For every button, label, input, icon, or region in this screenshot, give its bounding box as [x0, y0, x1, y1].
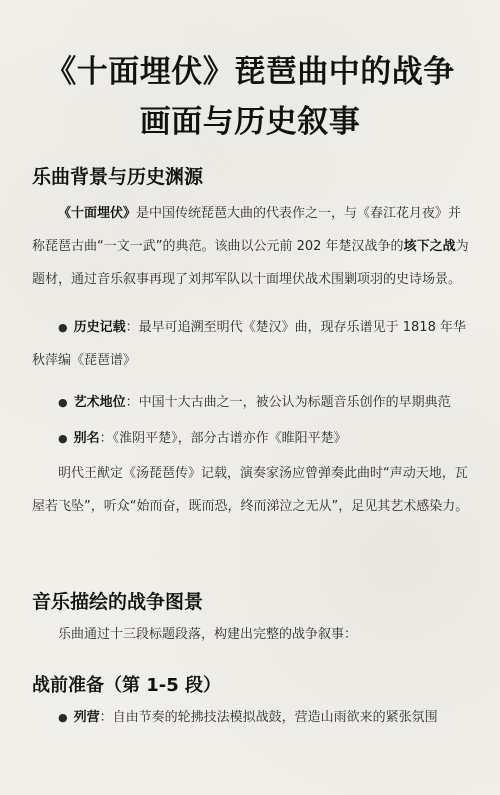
- bullet-icon: ●: [58, 396, 68, 409]
- paragraph-intro: [32, 197, 472, 296]
- page-title-line1: 《十面埋伏》琵琶曲中的战争: [45, 54, 455, 90]
- bullet-label: 列营: [73, 710, 100, 725]
- strong-title: 《十面埋伏》: [58, 206, 137, 221]
- section-heading-background: 乐曲背景与历史渊源: [32, 166, 204, 188]
- list-item: [32, 386, 472, 419]
- bullet-label: 别名: [73, 431, 100, 446]
- section-heading-battle: 音乐描绘的战争图景: [32, 591, 204, 613]
- page-title-line2: 画面与历史叙事: [139, 104, 361, 140]
- intro-text-2: 为题材，通过音乐叙事再现了刘邦军队以十面埋伏战术围剿项羽的史诗场景。: [32, 239, 469, 287]
- paragraph-battle-intro: 乐曲通过十三段标题段落，构建出完整的战争叙事：: [58, 627, 358, 642]
- bullet-icon: ●: [58, 711, 68, 724]
- list-item: [32, 311, 472, 377]
- paragraph-record: 明代王猷定《汤琵琶传》记载，演奏家汤应曾弹奏此曲时“声动天地，瓦屋若飞坠”，听众“始而奋，既而恐，终而涕泣之无从”，足见其艺术感染力。: [32, 466, 469, 514]
- bullet-text: ：《淮阴平楚》，部分古谱亦作《睢阳平楚》: [99, 431, 347, 446]
- list-item: [32, 422, 472, 455]
- bullet-icon: ●: [58, 321, 68, 334]
- bullet-text: ：自由节奏的轮拂技法模拟战鼓，营造山雨欲来的紧张氛围: [99, 710, 438, 725]
- bullet-text: ：中国十大古曲之一，被公认为标题音乐创作的早期典范: [125, 395, 451, 410]
- sub-heading-preparation: 战前准备（第 1-5 段）: [32, 675, 222, 696]
- bullet-label: 历史记载: [73, 320, 126, 335]
- list-item: [32, 701, 472, 734]
- bullet-label: 艺术地位: [73, 395, 126, 410]
- bullet-icon: ●: [58, 432, 68, 445]
- intro-text-1: 是中国传统琵琶大曲的代表作之一，与《春江花月夜》并称琵琶古曲“一文一武”的典范。该曲以公元前 202 年楚汉战争的: [32, 206, 462, 254]
- bullet-text: ：最早可追溯至明代《楚汉》曲，现存乐谱见于 1818 年华秋萍编《琵琶谱》: [32, 320, 466, 368]
- strong-battle: 垓下之战: [403, 239, 456, 254]
